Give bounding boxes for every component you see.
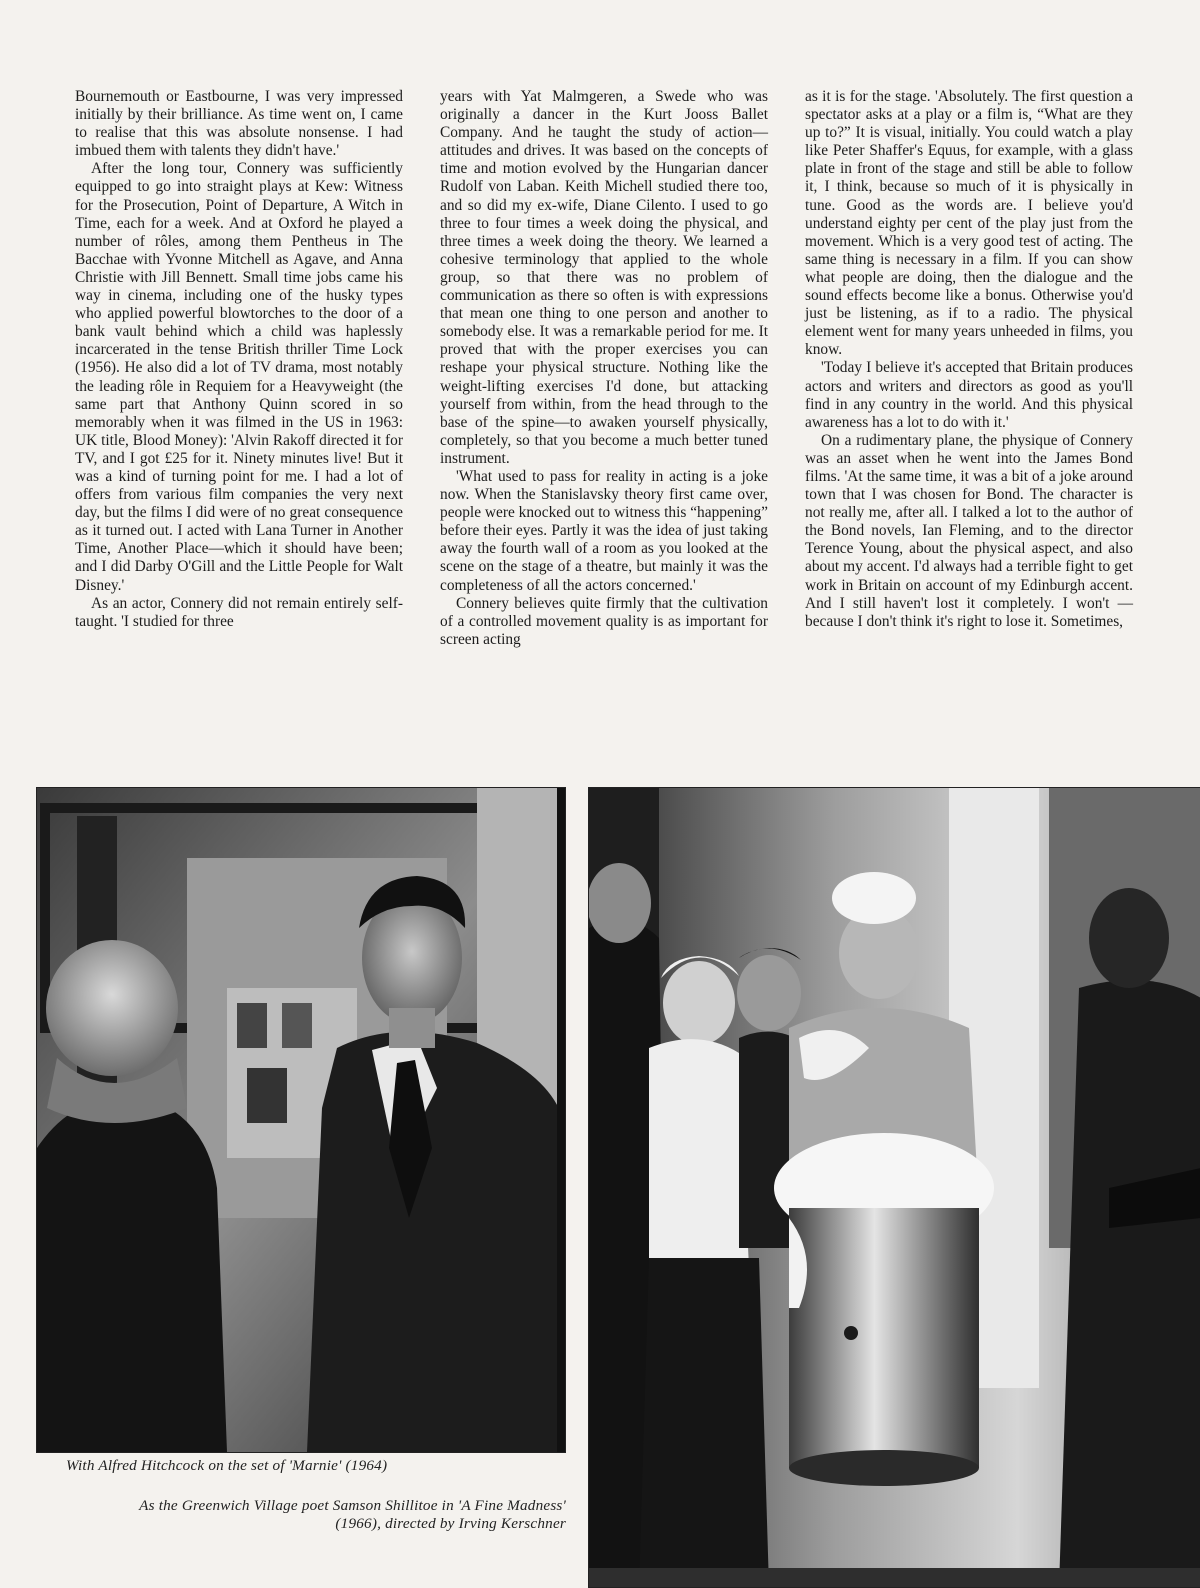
paragraph: 'Today I believe it's accepted that Britain produces actors and writers and directors as good as you'll find in any country in the world. And this physical awareness has a lot to do with it.' xyxy=(805,359,1133,431)
paragraph: as it is for the stage. 'Absolutely. The first question a spectator asks at a play or a film is, “What are they up to?” It is visual, initially. You could watch a play like Peter Shaffer's Equus, for example, with a glass plate in front of the stage and still be able to follow it, I think, because so much of it is physically in tune. Good as the words are. I believe you'd understand eighty per cent of the play just from the movement. Which is a very good test of acting. The same thing is necessary in a film. If you can show what people are doing, then the dialogue and the sound effects become like a bonus. Otherwise you'd just be listening, as if to a radio. The physical element went for many years unheeded in films, you know. xyxy=(805,88,1133,359)
paragraph: As an actor, Connery did not remain entirely self-taught. 'I studied for three xyxy=(75,594,403,630)
text-column-1 xyxy=(75,88,403,631)
text-column-3 xyxy=(805,88,1133,631)
photo-marnie-set xyxy=(36,787,566,1453)
paragraph: 'What used to pass for reality in acting is a joke now. When the Stanislavsky theory first came over, people were knocked out to witness this “happening” before their eyes. Partly it was the idea of just taking away the fourth wall of a room as you looked at the scene on the stage of a theatre, but mainly it was the completeness of all the actors concerned.' xyxy=(440,467,768,594)
photo-marnie-image xyxy=(37,788,565,1452)
paragraph: After the long tour, Connery was sufficiently equipped to go into straight plays at Kew: Witness for the Prosecution, Point of Departure, A Witch in Time, each for a week. And at Oxford he played a number of rôles, among them Pentheus in The Bacchae with Yvonne Mitchell as Agave, and Anna Christie with Jill Bennett. Small time jobs came his way in cinema, including one of the husky types who applied powerful blowtorches to the door of a bank vault behind which a child was haplessly incarcerated in the tense British thriller Time Lock (1956). He also did a lot of TV drama, most notably the leading rôle in Requiem for a Heavyweight (the same part that Anthony Quinn scored in so memorably when it was filmed in the US in 1963: UK title, Blood Money): 'Alvin Rakoff directed it for TV, and I got £25 for it. Ninety minutes live! But it was a kind of turning point for me. I had a lot of offers from various film companies the very next day, but the films I did were of no great consequence as it turned out. I acted with Lana Turner in Another Time, Another Place—which it should have been; and I did Darby O'Gill and the Little People for Walt Disney.' xyxy=(75,160,403,594)
photo-fine-madness xyxy=(588,787,1200,1588)
paragraph: years with Yat Malmgeren, a Swede who was originally a dancer in the Kurt Jooss Ballet Company. And he taught the study of action—attitudes and drives. It was based on the concepts of time and motion evolved by the Hungarian dancer Rudolf von Laban. Keith Michell studied there too, and so did my ex-wife, Diane Cilento. I used to go three to four times a week doing the physical, and three times a week doing the theory. We learned a cohesive terminology that applied to the whole group, so that there was no problem of communication as there so often is with expressions that mean one thing to one person and another to somebody else. It was a remarkable period for me. It proved that with the proper exercises you can reshape your physical structure. Nothing like the weight-lifting exercises I'd done, but attacking yourself from within, from the head through to the base of the spine—to awaken yourself physically, completely, so that you become a much better tuned instrument. xyxy=(440,88,768,467)
photo-fine-madness-image xyxy=(589,788,1200,1587)
paragraph: On a rudimentary plane, the physique of Connery was an asset when he went into the James Bond films. 'At the same time, it was a bit of a joke around town that I was chosen for Bond. The character is not really me, after all. I talked a lot to the author of the Bond novels, Ian Fleming, and to the director Terence Young, about the physical aspect, and also about my accent. I'd always had a terrible fight to get work in Britain on account of my Edinburgh accent. And I still haven't lost it completely. I won't — because I don't think it's right to lose it. Sometimes, xyxy=(805,431,1133,630)
photo-caption-right: As the Greenwich Village poet Samson Shillitoe in 'A Fine Madness' (1966), directed by Irving Kerschner xyxy=(139,1497,566,1532)
text-column-2 xyxy=(440,88,768,649)
paragraph: Connery believes quite firmly that the cultivation of a controlled movement quality is as important for screen acting xyxy=(440,594,768,648)
paragraph: Bournemouth or Eastbourne, I was very impressed initially by their brilliance. As time went on, I came to realise that this was absolute nonsense. I had imbued them with talents they didn't have.' xyxy=(75,88,403,160)
photo-caption-left: With Alfred Hitchcock on the set of 'Marnie' (1964) xyxy=(66,1457,388,1474)
